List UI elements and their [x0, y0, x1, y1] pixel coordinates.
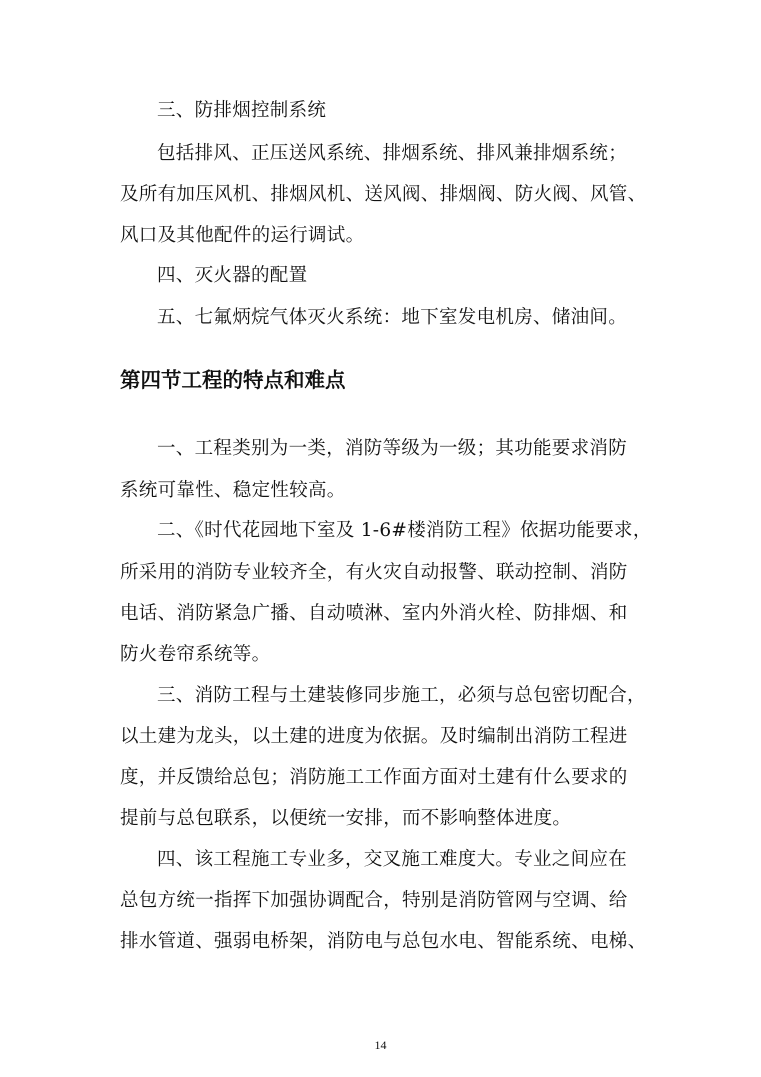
section-3-line-1: 包括排风、正压送风系统、排烟系统、排风兼排烟系统；	[157, 143, 628, 164]
page-number: 14	[374, 1038, 387, 1052]
point-4-line-3: 排水管道、强弱电桥架，消防电与总包水电、智能系统、电梯、	[120, 931, 647, 952]
point-2-line-3: 电话、消防紧急广播、自动喷淋、室内外消火栓、防排烟、和	[120, 603, 628, 624]
section-3-line-2: 及所有加压风机、排烟风机、送风阀、排烟阀、防火阀、风管、	[120, 184, 647, 205]
point-1-line-2: 系统可靠性、稳定性较高。	[120, 480, 346, 501]
chapter-heading: 第四节工程的特点和难点	[120, 368, 346, 392]
point-2-line-4: 防火卷帘系统等。	[120, 644, 271, 665]
section-4-title: 四、灭火器的配置	[157, 265, 308, 286]
point-4-line-1: 四、该工程施工专业多，交叉施工难度大。专业之间应在	[157, 849, 628, 870]
point-3-line-3: 度，并反馈给总包；消防施工工作面方面对土建有什么要求的	[120, 767, 628, 788]
point-1-line-1: 一、工程类别为一类，消防等级为一级；其功能要求消防	[157, 438, 628, 459]
point-3-line-2: 以土建为龙头，以土建的进度为依据。及时编制出消防工程进	[120, 726, 628, 747]
point-3-line-4: 提前与总包联系，以便统一安排，而不影响整体进度。	[120, 808, 572, 829]
point-4-line-2: 总包方统一指挥下加强协调配合，特别是消防管网与空调、给	[120, 890, 628, 911]
point-2-line-2: 所采用的消防专业较齐全，有火灾自动报警、联动控制、消防	[120, 562, 628, 583]
point-3-line-1: 三、消防工程与土建装修同步施工，必须与总包密切配合，	[157, 685, 646, 706]
point-2-line-1: 二、《时代花园地下室及 1-6#楼消防工程》依据功能要求，	[157, 520, 652, 541]
section-3-title: 三、防排烟控制系统	[157, 100, 327, 121]
section-5-title: 五、七氟炳烷气体灭火系统：地下室发电机房、储油间。	[157, 307, 628, 328]
section-3-line-3: 风口及其他配件的运行调试。	[120, 225, 365, 246]
